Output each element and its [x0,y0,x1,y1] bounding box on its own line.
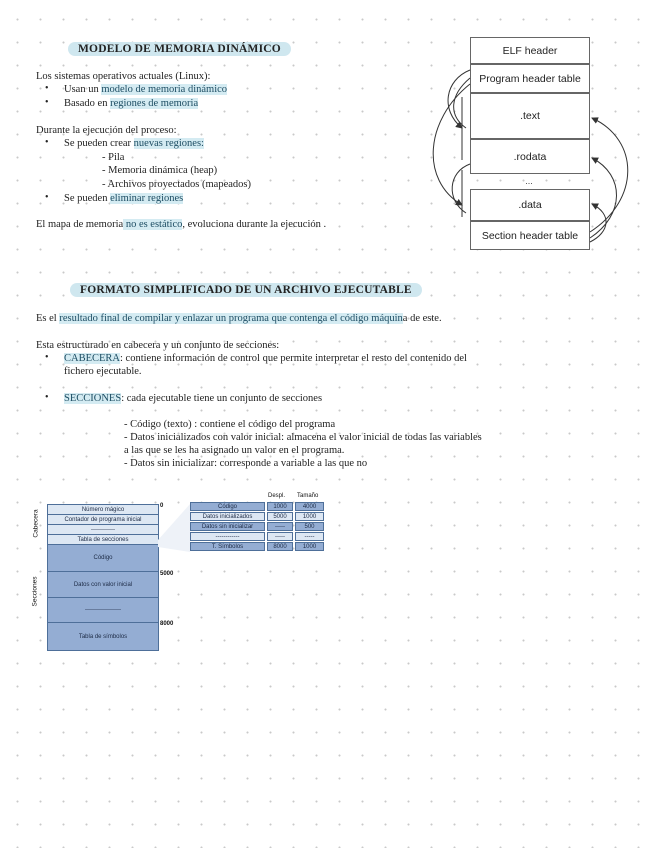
section2-title: FORMATO SIMPLIFICADO DE UN ARCHIVO EJECUTABLE [70,283,422,297]
label-cabecera: Cabecera [32,509,40,538]
label-secciones: Secciones [31,576,39,607]
table-header-despl: Despl. [268,493,286,499]
table-cell-despl: ----- [267,532,293,541]
sub-item-mmap: - Archivos proyectados (mapeados) [102,179,251,190]
program-header-table-box: Program header table [470,64,590,93]
secciones-highlight: SECCIONES [64,393,122,404]
table-cell-name: Datos inicializados [190,512,265,521]
bullet-dot: • [45,97,49,108]
addr-5000: 5000 [160,571,174,577]
item-datos-inicializados-line2: a las que se les ha asignado un valor en el programa. [124,445,345,456]
closing-highlight: no es estático [123,219,183,230]
closing-text: El mapa de memoria [36,219,124,230]
cell-sections-table: Tabla de secciones [47,534,159,545]
section1-title: MODELO DE MEMORIA DINÁMICO [68,42,291,56]
item-codigo: - Código (texto) : contiene el código del programa [124,419,336,430]
cabecera-text: : contiene información de control que permite interpretar el resto del contenido del [120,353,467,364]
cell-dash-2: ------------------ [47,597,159,623]
bullet-dot: • [45,137,49,148]
table-cell-despl: 5000 [267,512,293,521]
item-datos-inicializados: - Datos inicializados con valor inicial: almacena el valor inicial de todas las variables [124,432,482,443]
elf-dots: ... [525,176,533,186]
cell-symbol-table: Tabla de símbolos [47,622,159,651]
bullet-dot: • [45,392,49,403]
bullet3-text: Se pueden crear [64,138,134,149]
rodata-section-box: .rodata [470,139,590,174]
cell-code: Código [47,544,159,572]
section1-intro: Los sistemas operativos actuales (Linux): [36,71,211,82]
cell-dash-1: ------------ [47,524,159,535]
sub-item-heap: - Memoria dinámica (heap) [102,165,218,176]
table-header-tamano: Tamaño [297,493,319,499]
cabecera-text-line2: fichero ejecutable. [64,366,142,377]
table-cell-despl: 1000 [267,502,293,511]
table-cell-size: 1000 [295,542,324,551]
section1-during: Durante la ejecución del proceso: [36,125,177,136]
secciones-text: : cada ejecutable tiene un conjunto de secciones [121,393,323,404]
bullet4-highlight: eliminar regiones [110,193,184,204]
cell-magic-number: Número mágico [47,504,159,515]
table-cell-name: Código [190,502,265,511]
cell-init-data: Datos con valor inicial [47,571,159,598]
bullet1-highlight: modelo de memoria dinámico [101,84,228,95]
sub-item-pila: - Pila [102,152,125,163]
bullet4-text: Se pueden [64,193,111,204]
addr-8000: 8000 [160,621,174,627]
section2-structure: Esta estructurado en cabecera y un conjunto de secciones: [36,340,280,351]
item-datos-sin-inicializar: - Datos sin inicializar: corresponde a variable a las que no [124,458,368,469]
addr-0: 0 [160,503,164,509]
bullet-dot: • [45,83,49,94]
table-cell-name: Datos sin inicializar [190,522,265,531]
bullet2-text: Basado en [64,98,111,109]
section-header-table-box: Section header table [470,221,590,250]
table-cell-size: 4000 [295,502,324,511]
table-cell-despl: ----- [267,522,293,531]
bullet-dot: • [45,352,49,363]
table-cell-size: ----- [295,532,324,541]
table-cell-despl: 8000 [267,542,293,551]
text-section-box: .text [470,93,590,139]
elf-header-box: ELF header [470,37,590,64]
closing-text-end: , evoluciona durante la ejecución . [182,219,327,230]
data-section-box: .data [470,189,590,221]
cabecera-highlight: CABECERA [64,353,121,364]
bullet-dot: • [45,192,49,203]
definition-highlight: resultado final de compilar y enlazar un programa que contenga el código máquin [59,313,403,324]
bullet2-highlight: regiones de memoria [110,98,199,109]
bullet3-highlight: nuevas regiones: [133,138,204,149]
definition-text: Es el [36,313,60,324]
table-cell-name: T. Símbolos [190,542,265,551]
cell-program-counter: Contador de programa inicial [47,514,159,525]
table-cell-size: 500 [295,522,324,531]
definition-text-end: a de este. [402,313,442,324]
table-cell-size: 1000 [295,512,324,521]
bullet1-text: Usan un [64,84,102,95]
table-cell-name: ------------ [190,532,265,541]
